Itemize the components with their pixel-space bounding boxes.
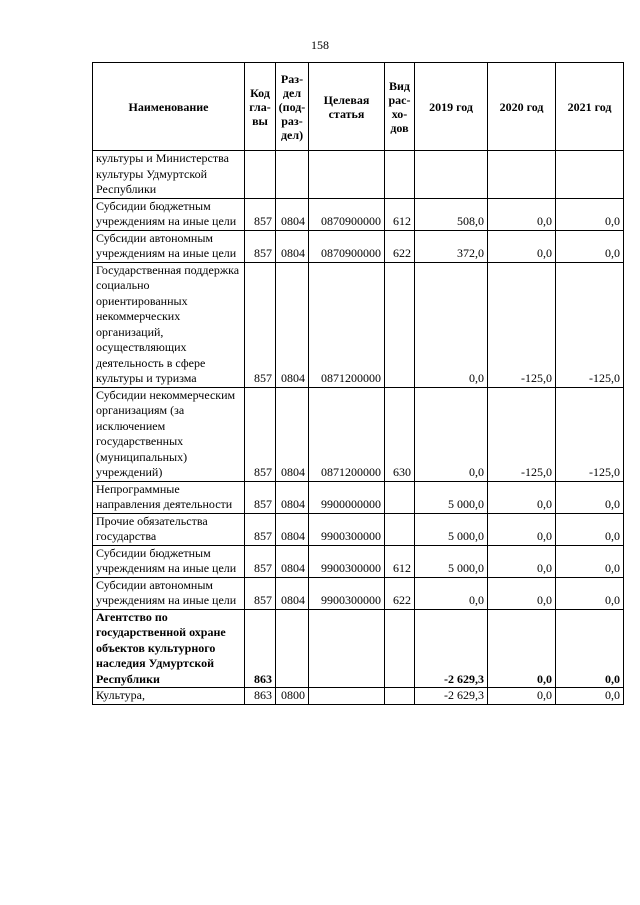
cell-2019: 5 000,0 <box>415 513 488 545</box>
cell-2020: 0,0 <box>488 545 556 577</box>
cell-name: культуры и Министерства культуры Удмуртской Республики <box>93 151 245 199</box>
cell-section: 0804 <box>276 230 309 262</box>
cell-section: 0804 <box>276 262 309 387</box>
cell-2021: 0,0 <box>556 688 624 705</box>
cell-2019: 508,0 <box>415 198 488 230</box>
cell-kind: 622 <box>385 577 415 609</box>
cell-2020: 0,0 <box>488 513 556 545</box>
cell-2019: 5 000,0 <box>415 481 488 513</box>
table-row <box>93 577 624 609</box>
cell-name: Субсидии автономным учреждениям на иные цели <box>93 230 245 262</box>
cell-2021: 0,0 <box>556 198 624 230</box>
cell-2021: 0,0 <box>556 577 624 609</box>
header-2019: 2019 год <box>415 63 488 151</box>
table-row <box>93 262 624 387</box>
cell-kind <box>385 481 415 513</box>
cell-section: 0804 <box>276 577 309 609</box>
cell-code: 857 <box>245 262 276 387</box>
cell-target: 0870900000 <box>309 198 385 230</box>
cell-code: 857 <box>245 198 276 230</box>
cell-2021: 0,0 <box>556 481 624 513</box>
cell-name: Субсидии бюджетным учреждениям на иные цели <box>93 545 245 577</box>
cell-name: Культура, <box>93 688 245 705</box>
cell-target: 0871200000 <box>309 262 385 387</box>
cell-2020: -125,0 <box>488 262 556 387</box>
table-row <box>93 230 624 262</box>
header-kind: Вид рас- хо- дов <box>385 63 415 151</box>
cell-2020: 0,0 <box>488 230 556 262</box>
table-row <box>93 513 624 545</box>
cell-2021: 0,0 <box>556 230 624 262</box>
cell-name: Государственная поддержка социально ориентированных некоммерческих организаций, осуществляющих деятельность в сфере культуры и туризма <box>93 262 245 387</box>
cell-2019: 0,0 <box>415 387 488 481</box>
cell-section: 0804 <box>276 545 309 577</box>
cell-2019: -2 629,3 <box>415 688 488 705</box>
table-row <box>93 198 624 230</box>
cell-2019: 372,0 <box>415 230 488 262</box>
cell-target <box>309 151 385 199</box>
cell-2021 <box>556 151 624 199</box>
cell-code <box>245 151 276 199</box>
budget-table <box>92 62 624 705</box>
cell-target: 0871200000 <box>309 387 385 481</box>
table-row <box>93 151 624 199</box>
table-row <box>93 545 624 577</box>
cell-section: 0804 <box>276 513 309 545</box>
cell-kind <box>385 513 415 545</box>
cell-2020: 0,0 <box>488 609 556 688</box>
cell-code: 857 <box>245 230 276 262</box>
cell-section <box>276 151 309 199</box>
cell-code: 863 <box>245 688 276 705</box>
cell-code: 857 <box>245 545 276 577</box>
cell-target <box>309 609 385 688</box>
cell-kind <box>385 262 415 387</box>
cell-code: 857 <box>245 577 276 609</box>
cell-name: Прочие обязательства государства <box>93 513 245 545</box>
cell-section <box>276 609 309 688</box>
cell-2020: 0,0 <box>488 577 556 609</box>
header-section: Раз- дел (под- раз- дел) <box>276 63 309 151</box>
cell-2020: 0,0 <box>488 481 556 513</box>
cell-name: Субсидии некоммерческим организациям (за исключением государственных (муниципальных) учреждений) <box>93 387 245 481</box>
table-header-row <box>93 63 624 151</box>
cell-2020: 0,0 <box>488 688 556 705</box>
cell-kind: 630 <box>385 387 415 481</box>
table-row <box>93 609 624 688</box>
cell-target: 9900000000 <box>309 481 385 513</box>
cell-kind <box>385 688 415 705</box>
cell-name: Непрограммные направления деятельности <box>93 481 245 513</box>
cell-kind <box>385 609 415 688</box>
cell-2021: -125,0 <box>556 387 624 481</box>
cell-2020: -125,0 <box>488 387 556 481</box>
cell-2021: 0,0 <box>556 545 624 577</box>
cell-kind: 612 <box>385 198 415 230</box>
cell-kind: 612 <box>385 545 415 577</box>
cell-target: 9900300000 <box>309 545 385 577</box>
header-target: Целевая статья <box>309 63 385 151</box>
cell-2019: 0,0 <box>415 577 488 609</box>
cell-section: 0804 <box>276 198 309 230</box>
header-name: Наименование <box>93 63 245 151</box>
cell-2021: 0,0 <box>556 513 624 545</box>
cell-section: 0800 <box>276 688 309 705</box>
cell-name: Агентство по государственной охране объектов культурного наследия Удмуртской Республики <box>93 609 245 688</box>
cell-target <box>309 688 385 705</box>
cell-section: 0804 <box>276 481 309 513</box>
cell-2021: -125,0 <box>556 262 624 387</box>
cell-kind <box>385 151 415 199</box>
cell-name: Субсидии автономным учреждениям на иные цели <box>93 577 245 609</box>
cell-2021: 0,0 <box>556 609 624 688</box>
table-row <box>93 688 624 705</box>
cell-2019: 0,0 <box>415 262 488 387</box>
table-row <box>93 481 624 513</box>
cell-2019: 5 000,0 <box>415 545 488 577</box>
cell-2019 <box>415 151 488 199</box>
cell-2020 <box>488 151 556 199</box>
cell-2020: 0,0 <box>488 198 556 230</box>
cell-target: 0870900000 <box>309 230 385 262</box>
header-2021: 2021 год <box>556 63 624 151</box>
header-code: Код гла- вы <box>245 63 276 151</box>
cell-kind: 622 <box>385 230 415 262</box>
cell-code: 857 <box>245 481 276 513</box>
cell-target: 9900300000 <box>309 577 385 609</box>
cell-code: 857 <box>245 513 276 545</box>
header-2020: 2020 год <box>488 63 556 151</box>
cell-code: 857 <box>245 387 276 481</box>
cell-target: 9900300000 <box>309 513 385 545</box>
table-row <box>93 387 624 481</box>
cell-code: 863 <box>245 609 276 688</box>
cell-name: Субсидии бюджетным учреждениям на иные цели <box>93 198 245 230</box>
page-number: 158 <box>311 38 329 52</box>
cell-section: 0804 <box>276 387 309 481</box>
cell-2019: -2 629,3 <box>415 609 488 688</box>
